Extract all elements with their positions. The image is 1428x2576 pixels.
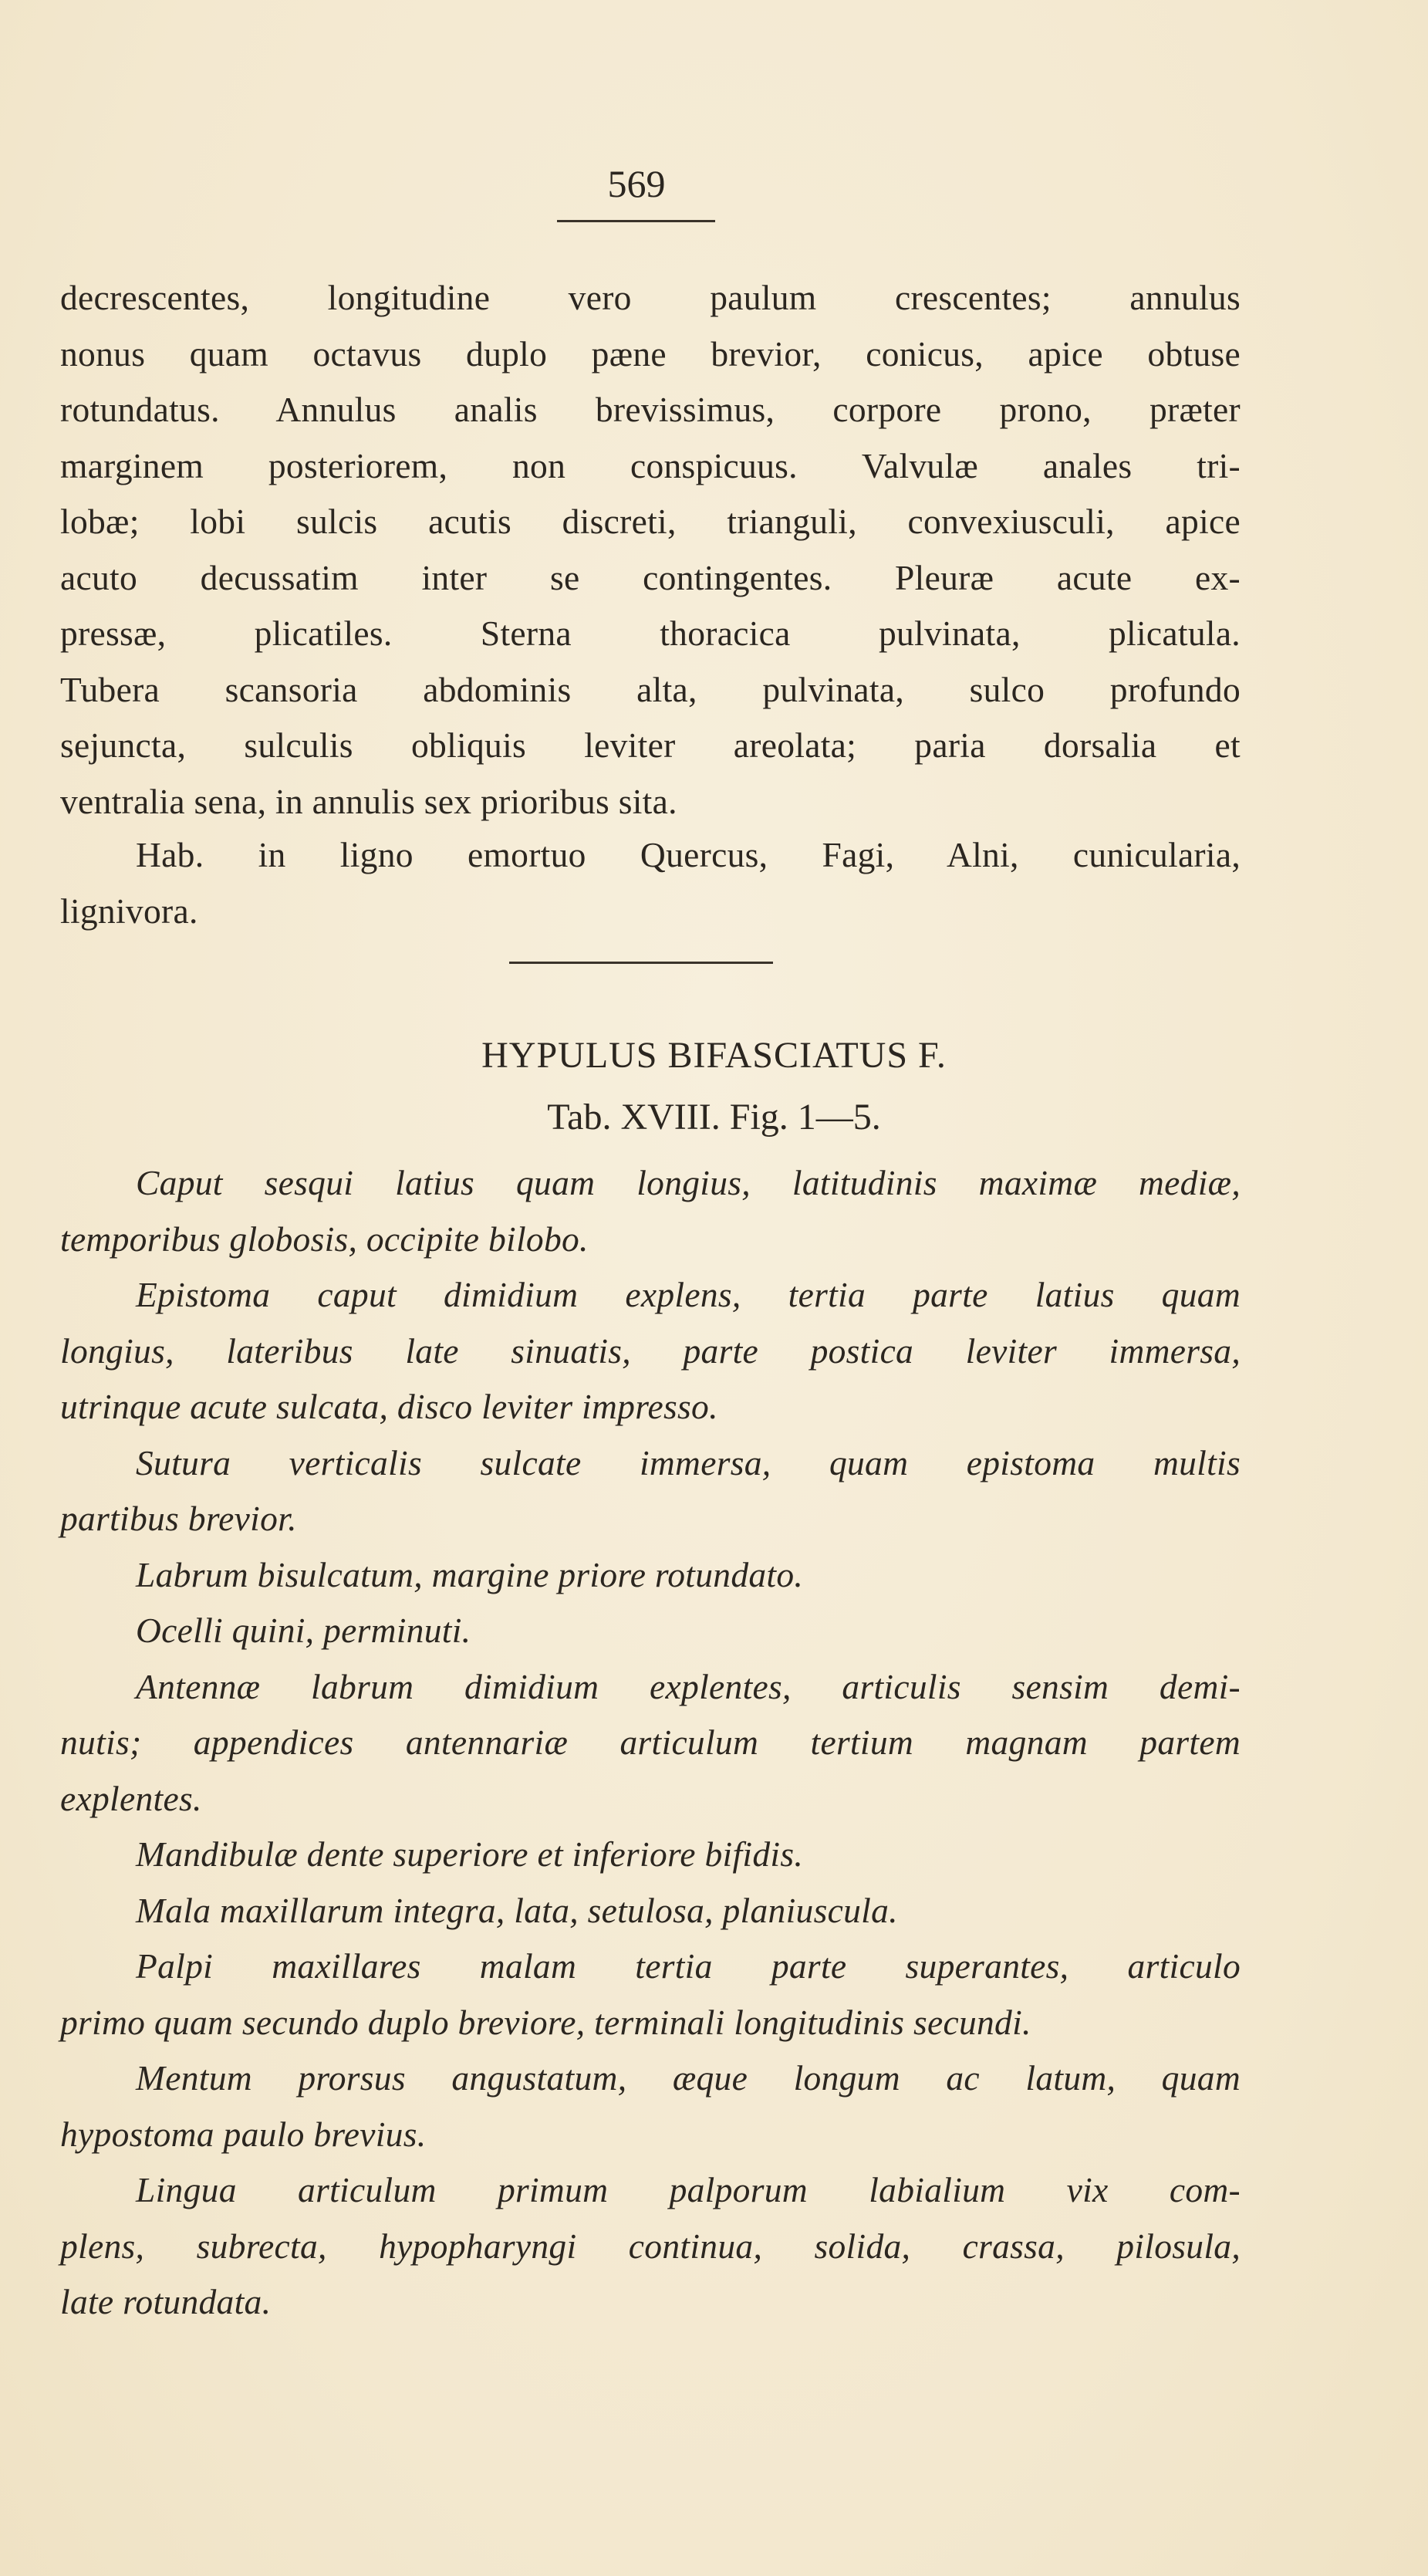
section-divider (509, 962, 773, 964)
text-line: ventralia sena, in annulis sex prioribus sita. (60, 781, 677, 821)
text-line: Tubera scansoria abdominis alta, pulvinata, sulco profundo (60, 669, 1241, 709)
text-line: Labrum bisulcatum, margine priore rotundato. (136, 1554, 804, 1594)
text-line: longius, lateribus late sinuatis, parte postica leviter immersa, (60, 1330, 1241, 1371)
text-line: Hab. in ligno emortuo Quercus, Fagi, Alni, cunicularia, (136, 835, 1241, 874)
text-line: nonus quam octavus duplo pæne brevior, conicus, apice obtuse (60, 333, 1241, 374)
text-line: partibus brevior. (60, 1499, 297, 1538)
paragraph-text (60, 827, 1241, 939)
species-description (60, 1155, 1241, 2331)
text-line: Sutura verticalis sulcate immersa, quam epistoma multis (136, 1442, 1241, 1482)
text-line: marginem posteriorem, non conspicuus. Valvulæ anales tri- (60, 445, 1241, 485)
page-number: 569 (607, 162, 666, 205)
text-line: plens, subrecta, hypopharyngi continua, solida, crassa, pilosula, (60, 2226, 1241, 2266)
text-line: Ocelli quini, perminuti. (136, 1611, 471, 1650)
text-line: temporibus globosis, occipite bilobo. (60, 1219, 589, 1259)
text-line: Epistoma caput dimidium explens, tertia parte latius quam (136, 1275, 1241, 1314)
species-heading: HYPULUS BIFASCIATUS F. (481, 1035, 947, 1076)
text-line: hypostoma paulo brevius. (60, 2114, 427, 2154)
text-line: Antennæ labrum dimidium explentes, articulis sensim demi- (136, 1666, 1241, 1706)
paragraph-text (60, 270, 1241, 830)
text-line: explentes. (60, 1778, 202, 1818)
text-line: Mandibulæ dente superiore et inferiore bifidis. (136, 1834, 804, 1874)
text-line: decrescentes, longitudine vero paulum crescentes; annulus (60, 278, 1241, 317)
text-line: Mentum prorsus angustatum, æque longum ac latum, quam (136, 2058, 1241, 2098)
text-line: acuto decussatim inter se contingentes. Pleuræ acute ex- (60, 557, 1241, 597)
habitat-paragraph (60, 827, 1241, 939)
description-entry (60, 1603, 1241, 1659)
text-line: sejuncta, sulculis obliquis leviter areolata; paria dorsalia et (60, 725, 1241, 765)
text-line: lobæ; lobi sulcis acutis discreti, trianguli, convexiusculi, apice (60, 502, 1241, 541)
description-entry (60, 1659, 1241, 1827)
text-line: Mala maxillarum integra, lata, setulosa, planiuscula. (136, 1890, 898, 1930)
description-entry (60, 2162, 1241, 2331)
text-line: Caput sesqui latius quam longius, latitudinis maximæ mediæ, (136, 1163, 1241, 1202)
paragraph-continuation (60, 270, 1241, 830)
description-entry (60, 2050, 1241, 2162)
plate-reference: Tab. XVIII. Fig. 1—5. (547, 1097, 881, 1138)
text-line: Palpi maxillares malam tertia parte superantes, articulo (136, 1946, 1241, 1986)
text-line: lignivora. (60, 891, 198, 931)
description-entry (60, 1547, 1241, 1604)
description-entry (60, 1155, 1241, 1267)
description-entry (60, 1827, 1241, 1883)
text-line: rotundatus. Annulus analis brevissimus, corpore prono, præter (60, 390, 1241, 429)
text-line: late rotundata. (60, 2282, 272, 2321)
text-line: utrinque acute sulcata, disco leviter impresso. (60, 1387, 718, 1426)
text-line: Lingua articulum primum palporum labialium vix com- (136, 2170, 1241, 2209)
description-entry (60, 1267, 1241, 1435)
description-entry (60, 1435, 1241, 1547)
page-number-underline (557, 220, 715, 222)
text-line: pressæ, plicatiles. Sterna thoracica pulvinata, plicatula. (60, 614, 1241, 653)
description-entry (60, 1883, 1241, 1939)
text-line: primo quam secundo duplo breviore, terminali longitudinis secundi. (60, 2002, 1031, 2042)
text-line: nutis; appendices antennariæ articulum tertium magnam partem (60, 1722, 1241, 1762)
description-entry (60, 1939, 1241, 2050)
